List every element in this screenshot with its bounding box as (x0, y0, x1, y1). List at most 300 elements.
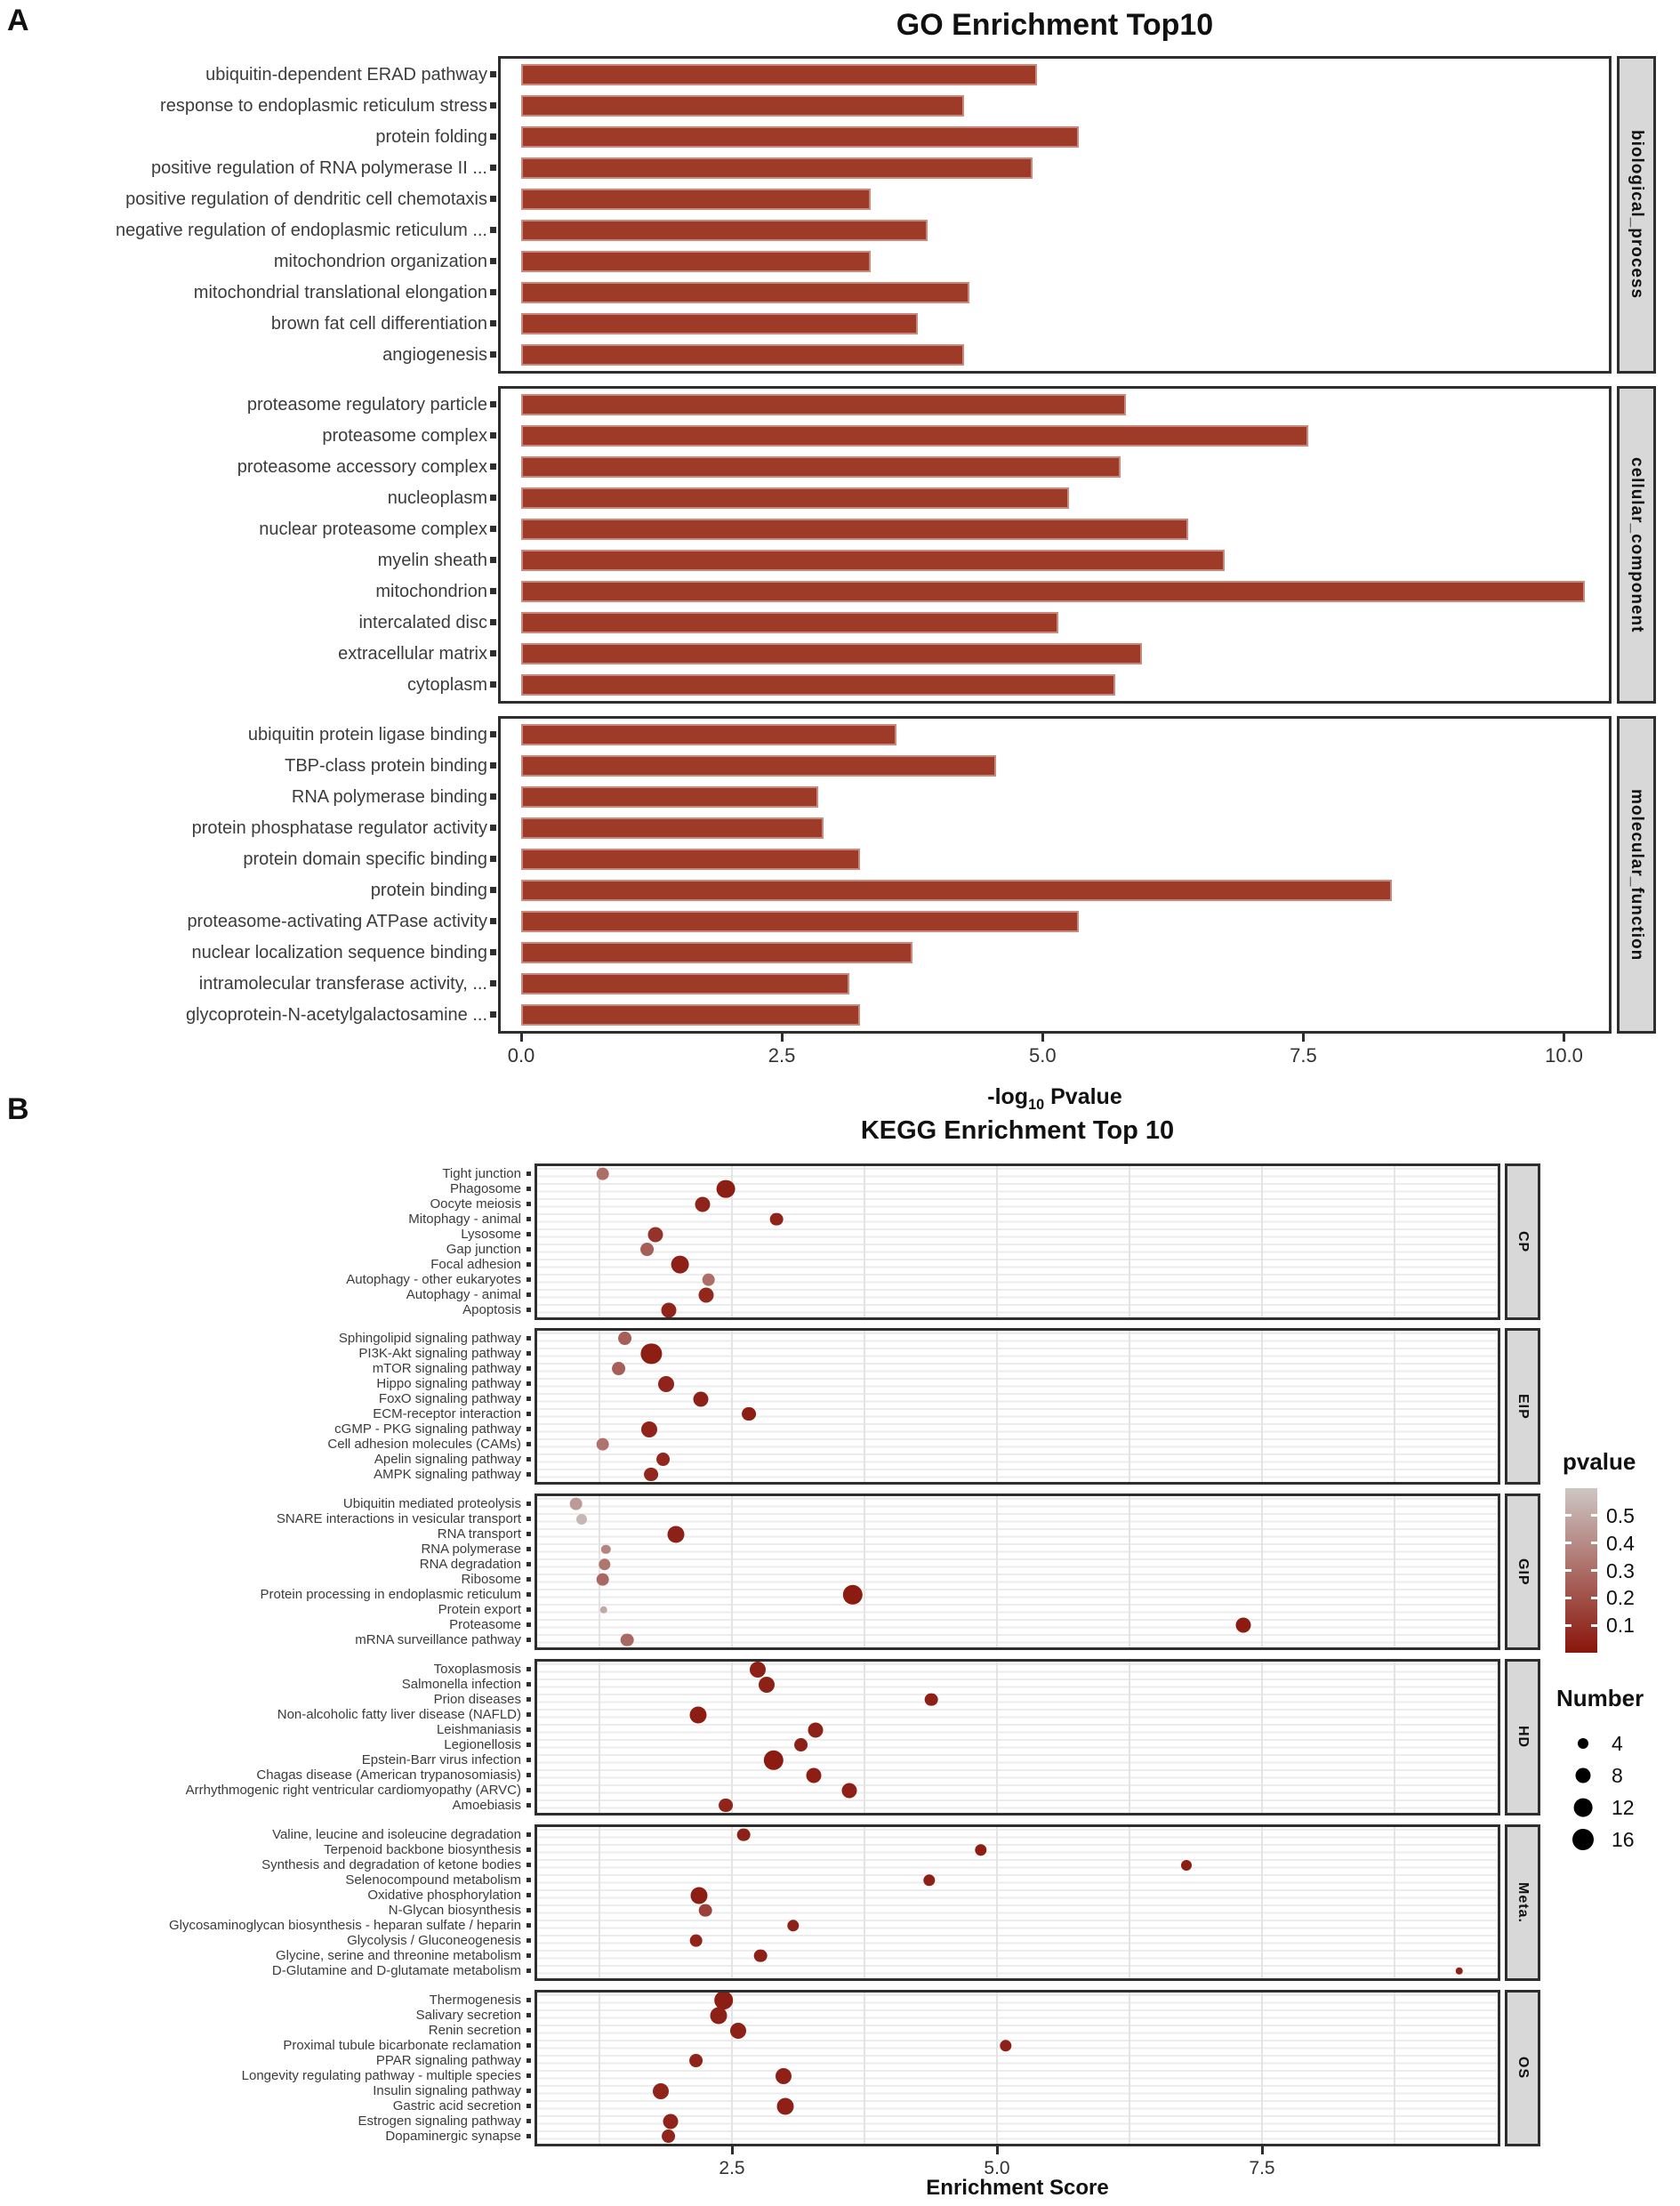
dot-row-label: N-Glycan biosynthesis (388, 1902, 521, 1918)
bar-row-label: glycoprotein-N-acetylgalactosamine ... (185, 1005, 487, 1026)
number-legend-dot (1572, 1829, 1594, 1850)
y-axis-tick-mark (527, 1502, 531, 1506)
y-axis-tick-mark (527, 1171, 531, 1176)
data-dot (596, 1573, 609, 1586)
y-axis-tick-mark (490, 980, 496, 986)
data-dot (658, 1376, 674, 1392)
bar (521, 612, 1058, 633)
dot-row-label: Focal adhesion (430, 1256, 521, 1272)
pvalue-gradient-tick (1591, 1597, 1597, 1599)
y-axis-tick-mark (527, 1351, 531, 1356)
y-axis-tick-mark (490, 165, 496, 171)
facet-strip-label: CP (1515, 1230, 1531, 1253)
data-dot (644, 1468, 658, 1482)
pvalue-legend-title: pvalue (1563, 1448, 1636, 1475)
bar-row-label: ubiquitin-dependent ERAD pathway (205, 64, 487, 85)
data-dot (689, 2054, 703, 2068)
y-axis-tick-mark (527, 2028, 531, 2033)
dot-row-label: PI3K-Akt signaling pathway (358, 1345, 521, 1361)
facet-panel-biological_process (498, 56, 1612, 374)
y-axis-tick-mark (490, 918, 496, 924)
pvalue-gradient-tick (1591, 1624, 1597, 1627)
dot-row-label: Longevity regulating pathway - multiple species (241, 2067, 521, 2083)
y-axis-tick-mark (490, 856, 496, 862)
dot-row-label: D-Glutamine and D-glutamate metabolism (271, 1962, 521, 1978)
data-dot (737, 1828, 751, 1841)
bar-row-label: extracellular matrix (338, 644, 487, 664)
bar-row-label: nuclear localization sequence binding (191, 943, 487, 963)
dot-row-label: Oxidative phosphorylation (367, 1887, 521, 1903)
y-axis-tick-mark (490, 619, 496, 625)
data-dot (770, 1212, 784, 1226)
y-axis-tick-mark (527, 1998, 531, 2002)
dot-row-label: SNARE interactions in vesicular transport (276, 1510, 521, 1526)
dot-row-label: Chagas disease (American trypanosomiasis) (256, 1767, 521, 1783)
dot-row-label: Thermogenesis (429, 1992, 521, 2008)
dot-row-label: mTOR signaling pathway (372, 1360, 521, 1376)
data-dot (808, 1722, 824, 1737)
bar-row-label: proteasome complex (322, 425, 487, 446)
dot-row-label: Protein processing in endoplasmic reticulum (260, 1586, 521, 1602)
grid-line (731, 1662, 733, 1813)
data-dot (621, 1633, 634, 1646)
data-dot (662, 2130, 676, 2144)
bar-row-label: protein binding (370, 881, 487, 901)
y-axis-tick-mark (527, 1308, 531, 1312)
bar-row-label: protein folding (375, 126, 487, 147)
y-axis-tick-mark (527, 1863, 531, 1867)
dot-row-label: Glycolysis / Gluconeogenesis (347, 1932, 521, 1948)
grid-line (996, 1496, 998, 1647)
dot-row-label: RNA transport (437, 1526, 521, 1542)
facet-panel-Meta. (535, 1824, 1500, 1981)
data-dot (689, 1706, 706, 1723)
bar-row-label: nucleoplasm (387, 487, 487, 508)
data-dot (694, 1391, 709, 1406)
data-dot (671, 1255, 689, 1274)
y-axis-tick-mark (527, 1577, 531, 1582)
y-axis-tick-mark (490, 588, 496, 594)
bar (521, 456, 1121, 478)
data-dot (596, 1437, 609, 1451)
bar (521, 157, 1033, 179)
bar (521, 674, 1115, 696)
data-dot (618, 1332, 632, 1346)
dot-row-label: Gastric acid secretion (392, 2097, 521, 2113)
x-axis-tick-label: 7.5 (1290, 1044, 1317, 1067)
y-axis-tick-mark (527, 1397, 531, 1401)
y-axis-tick-mark (527, 1848, 531, 1852)
data-dot (596, 1167, 609, 1180)
y-axis-tick-mark (490, 196, 496, 202)
facet-strip-label: molecular_function (1628, 788, 1646, 962)
grid-line (731, 1827, 733, 1978)
y-axis-tick-mark (527, 1878, 531, 1882)
y-axis-tick-mark (490, 650, 496, 656)
x-axis-tick-label: 7.5 (1249, 2158, 1275, 2178)
facet-strip-EIP (1505, 1328, 1540, 1485)
y-axis-tick-mark (527, 1517, 531, 1521)
dot-row-label: Hippo signaling pathway (376, 1375, 521, 1391)
bar (521, 755, 996, 777)
data-dot (699, 1287, 714, 1302)
data-dot (763, 1750, 783, 1769)
grid-line (1394, 1827, 1395, 1978)
bar-row-label: proteasome-activating ATPase activity (187, 912, 487, 932)
facet-strip-label: Meta. (1515, 1882, 1531, 1923)
dot-row-label: Protein export (438, 1601, 521, 1617)
data-dot (925, 1693, 938, 1706)
dot-row-label: RNA polymerase (421, 1541, 521, 1557)
pvalue-gradient-tick (1565, 1597, 1571, 1599)
y-axis-tick-mark (490, 495, 496, 501)
dot-row-label: Non-alcoholic fatty liver disease (NAFLD) (277, 1706, 521, 1722)
dot-row-label: Salmonella infection (401, 1676, 521, 1692)
bar (521, 394, 1126, 415)
grid-line (996, 1993, 998, 2144)
bar (521, 519, 1188, 540)
y-axis-tick-mark (527, 1232, 531, 1236)
data-dot (750, 1662, 766, 1678)
pvalue-gradient-tick (1565, 1542, 1571, 1544)
data-dot (689, 1934, 703, 1947)
bar-row-label: cytoplasm (406, 675, 487, 696)
data-dot (776, 2068, 792, 2084)
y-axis-tick-mark (527, 2058, 531, 2063)
dot-row-label: Ribosome (461, 1571, 521, 1587)
dot-row-label: Estrogen signaling pathway (358, 2113, 521, 2129)
dot-row-label: Oocyte meiosis (430, 1196, 521, 1212)
data-dot (569, 1497, 583, 1510)
y-axis-tick-mark (527, 1667, 531, 1671)
bar (521, 282, 969, 303)
grid-line (864, 1827, 865, 1978)
data-dot (759, 1677, 775, 1693)
facet-strip-HD (1505, 1659, 1540, 1816)
bar (521, 251, 871, 272)
grid-line (864, 1496, 865, 1647)
y-axis-tick-mark (527, 2013, 531, 2017)
y-axis-tick-mark (527, 1336, 531, 1341)
data-dot (599, 1558, 610, 1570)
y-axis-tick-mark (527, 2073, 531, 2078)
x-axis-tick-mark (781, 1034, 784, 1042)
bar (521, 643, 1142, 664)
grid-line (1394, 1993, 1395, 2144)
dot-row-label: Insulin signaling pathway (373, 2082, 521, 2098)
dot-row-label: Dopaminergic synapse (385, 2128, 521, 2144)
data-dot (842, 1783, 857, 1798)
y-axis-tick-mark (527, 1968, 531, 1973)
dot-row-label: Mitophagy - animal (408, 1211, 521, 1227)
dot-row-label: Autophagy - animal (406, 1286, 521, 1302)
x-axis-tick-mark (1302, 1034, 1305, 1042)
facet-strip-OS (1505, 1990, 1540, 2146)
bar (521, 1004, 860, 1026)
x-axis-tick-label: 0.0 (507, 1044, 535, 1067)
dot-row-label: Gap junction (446, 1241, 521, 1257)
y-axis-tick-mark (527, 1202, 531, 1206)
grid-line (1394, 1166, 1395, 1317)
data-dot (641, 1421, 657, 1437)
data-dot (653, 2083, 669, 2099)
y-axis-tick-mark (527, 1758, 531, 1762)
y-axis-tick-mark (527, 1682, 531, 1687)
dot-row-label: Tight junction (442, 1165, 521, 1181)
y-axis-tick-mark (527, 1743, 531, 1747)
x-axis-tick-mark (731, 2146, 734, 2154)
facet-panel-molecular_function (498, 716, 1612, 1034)
bar (521, 880, 1392, 901)
data-dot (776, 2097, 793, 2114)
y-axis-tick-mark (490, 258, 496, 264)
pvalue-gradient-tick (1565, 1569, 1571, 1572)
bar-row-label: response to endoplasmic reticulum stress (160, 95, 487, 116)
y-axis-tick-mark (490, 887, 496, 893)
dot-row-label: Selenocompound metabolism (345, 1872, 521, 1888)
pvalue-gradient-tick (1591, 1542, 1597, 1544)
x-axis-tick-mark (1563, 1034, 1565, 1042)
y-axis-tick-mark (527, 1277, 531, 1282)
bar (521, 942, 912, 963)
dot-row-label: Legionellosis (444, 1736, 521, 1752)
grid-line (599, 1662, 600, 1813)
number-legend-tick-label: 8 (1612, 1764, 1623, 1787)
data-dot (667, 1526, 684, 1542)
x-axis-tick-label: 5.0 (1029, 1044, 1057, 1067)
bar-row-label: angiogenesis (382, 345, 487, 366)
y-axis-tick-mark (490, 102, 496, 109)
y-axis-tick-mark (490, 227, 496, 233)
dot-row-label: Autophagy - other eukaryotes (346, 1271, 521, 1287)
facet-strip-label: cellular_component (1628, 456, 1646, 633)
pvalue-legend-tick-label: 0.5 (1606, 1503, 1635, 1527)
dot-row-label: Terpenoid backbone biosynthesis (324, 1841, 521, 1857)
dot-row-label: Sphingolipid signaling pathway (338, 1330, 521, 1346)
dot-row-label: Amoebiasis (452, 1797, 521, 1813)
data-dot (641, 1343, 662, 1364)
grid-line (731, 1496, 733, 1647)
facet-strip-label: OS (1515, 2057, 1531, 2080)
facet-strip-label: EIP (1515, 1393, 1531, 1420)
bar-row-label: RNA polymerase binding (291, 786, 487, 807)
bar-row-label: positive regulation of RNA polymerase II ... (151, 157, 487, 178)
y-axis-tick-mark (527, 1893, 531, 1897)
data-dot (923, 1874, 935, 1886)
y-axis-tick-mark (527, 1712, 531, 1717)
data-dot (794, 1738, 808, 1752)
y-axis-tick-mark (527, 1547, 531, 1551)
bar-row-label: positive regulation of dendritic cell chemotaxis (125, 189, 487, 209)
bar-row-label: nuclear proteasome complex (259, 519, 487, 539)
y-axis-tick-mark (527, 1262, 531, 1267)
dot-row-label: Arrhythmogenic right ventricular cardiomyopathy (ARVC) (185, 1782, 521, 1798)
dot-row-label: cGMP - PKG signaling pathway (334, 1421, 521, 1437)
x-axis-title-text: -log (987, 1084, 1029, 1109)
grid-line (1261, 1331, 1263, 1482)
bar (521, 189, 871, 210)
y-axis-tick-mark (527, 1697, 531, 1702)
dot-row-label: Leishmaniasis (436, 1721, 521, 1737)
y-axis-tick-mark (490, 557, 496, 563)
y-axis-tick-mark (490, 1011, 496, 1018)
bar-row-label: myelin sheath (377, 551, 487, 571)
bar (521, 581, 1585, 602)
bar-row-label: intercalated disc (358, 613, 487, 633)
data-dot (648, 1227, 663, 1242)
number-legend-dot (1578, 1738, 1588, 1749)
y-axis-tick-mark (527, 1247, 531, 1252)
bar (521, 849, 860, 870)
bar-row-label: proteasome regulatory particle (246, 394, 487, 415)
y-axis-tick-mark (527, 2134, 531, 2138)
y-axis-tick-mark (527, 1727, 531, 1732)
bar (521, 220, 928, 241)
data-dot (661, 1302, 676, 1317)
y-axis-tick-mark (527, 1622, 531, 1627)
bar (521, 724, 896, 745)
data-dot (710, 2007, 727, 2024)
facet-strip-cellular_component (1617, 386, 1656, 704)
facet-strip-biological_process (1617, 56, 1656, 374)
grid-line (1261, 1166, 1263, 1317)
grid-line (864, 1993, 865, 2144)
data-dot (975, 1844, 986, 1856)
dot-row-label: Cell adhesion molecules (CAMs) (327, 1436, 521, 1452)
dot-row-label: Apelin signaling pathway (374, 1451, 521, 1467)
y-axis-tick-mark (490, 463, 496, 470)
bar-row-label: protein domain specific binding (243, 849, 487, 869)
bar-row-label: mitochondrion (375, 582, 487, 602)
data-dot (1235, 1617, 1250, 1632)
y-axis-tick-mark (490, 289, 496, 295)
y-axis-tick-mark (527, 1773, 531, 1777)
bar (521, 313, 918, 334)
grid-line (599, 1993, 600, 2144)
y-axis-tick-mark (527, 1187, 531, 1191)
data-dot (699, 1904, 712, 1917)
x-axis-tick-mark (520, 1034, 523, 1042)
bar (521, 973, 849, 994)
data-dot (754, 1949, 768, 1962)
grid-line (1129, 1827, 1130, 1978)
facet-panel-OS (535, 1990, 1500, 2146)
y-axis-tick-mark (527, 1803, 531, 1807)
bar (521, 344, 964, 366)
grid-line (864, 1331, 865, 1482)
dot-row-label: Ubiquitin mediated proteolysis (342, 1495, 521, 1511)
go-chart-title: GO Enrichment Top10 (896, 8, 1214, 42)
y-axis-tick-mark (490, 432, 496, 439)
y-axis-tick-mark (527, 2089, 531, 2093)
x-axis-tick-label: 10.0 (1545, 1044, 1583, 1067)
grid-line (599, 1827, 600, 1978)
data-dot (576, 1514, 587, 1525)
grid-line (599, 1331, 600, 1482)
pvalue-legend-tick-label: 0.3 (1606, 1558, 1635, 1582)
number-legend-tick-label: 16 (1612, 1828, 1635, 1851)
grid-line (1261, 1662, 1263, 1813)
x-axis-tick-mark (1041, 1034, 1044, 1042)
bar-row-label: protein phosphatase regulator activity (191, 817, 487, 838)
y-axis-tick-mark (527, 1953, 531, 1958)
facet-strip-label: HD (1515, 1726, 1531, 1749)
data-dot (730, 2023, 746, 2039)
grid-line (1129, 1662, 1130, 1813)
y-axis-tick-mark (527, 1381, 531, 1386)
y-axis-tick-mark (490, 401, 496, 407)
number-legend-tick-label: 4 (1612, 1732, 1623, 1755)
y-axis-tick-mark (527, 1607, 531, 1612)
dot-row-label: Prion diseases (433, 1691, 521, 1707)
pvalue-legend-tick-label: 0.2 (1606, 1586, 1635, 1610)
bar-row-label: intramolecular transferase activity, ... (198, 974, 487, 994)
facet-panel-CP (535, 1163, 1500, 1320)
bar (521, 95, 964, 117)
y-axis-tick-mark (527, 1292, 531, 1297)
dot-row-label: Proximal tubule bicarbonate reclamation (283, 2037, 521, 2053)
number-legend-tick-label: 12 (1612, 1796, 1635, 1819)
y-axis-tick-mark (527, 2119, 531, 2123)
data-dot (1455, 1967, 1463, 1975)
x-axis-title-text: Pvalue (1044, 1084, 1122, 1109)
grid-line (1394, 1331, 1395, 1482)
x-axis-tick-label: 2.5 (719, 2158, 745, 2178)
grid-line (1261, 1496, 1263, 1647)
grid-line (1129, 1496, 1130, 1647)
y-axis-tick-mark (527, 1788, 531, 1792)
y-axis-tick-mark (490, 762, 496, 769)
dot-row-label: Proteasome (449, 1616, 521, 1632)
panel-b-letter: B (7, 1092, 29, 1126)
y-axis-tick-mark (527, 1562, 531, 1566)
grid-line (1394, 1662, 1395, 1813)
data-dot (787, 1920, 799, 1931)
grid-line (996, 1827, 998, 1978)
data-dot (656, 1453, 671, 1467)
grid-line (1129, 1166, 1130, 1317)
grid-line (1129, 1993, 1130, 2144)
y-axis-tick-mark (527, 2043, 531, 2048)
data-dot (601, 1544, 610, 1553)
y-axis-tick-mark (527, 1532, 531, 1536)
bar (521, 786, 818, 808)
data-dot (806, 1767, 821, 1783)
dot-row-label: Apoptosis (462, 1301, 521, 1317)
grid-line (731, 1993, 733, 2144)
dot-row-label: Salivary secretion (415, 2007, 521, 2023)
go-x-axis-title (498, 1083, 1612, 1118)
y-axis-tick-mark (527, 1442, 531, 1446)
y-axis-tick-mark (527, 1908, 531, 1912)
bar-row-label: mitochondrial translational elongation (193, 283, 487, 303)
y-axis-tick-mark (490, 526, 496, 532)
number-legend-title: Number (1556, 1685, 1644, 1711)
dot-row-label: AMPK signaling pathway (374, 1466, 521, 1482)
number-legend-dot (1576, 1768, 1591, 1783)
y-axis-tick-mark (527, 1366, 531, 1371)
dot-row-label: mRNA surveillance pathway (355, 1631, 521, 1647)
grid-line (1129, 1331, 1130, 1482)
data-dot (1181, 1860, 1192, 1871)
y-axis-tick-mark (527, 1217, 531, 1221)
grid-line (599, 1496, 600, 1647)
y-axis-tick-mark (490, 133, 496, 140)
bar (521, 64, 1037, 85)
grid-line (1261, 1993, 1263, 2144)
y-axis-tick-mark (490, 949, 496, 955)
facet-strip-Meta. (1505, 1824, 1540, 1981)
